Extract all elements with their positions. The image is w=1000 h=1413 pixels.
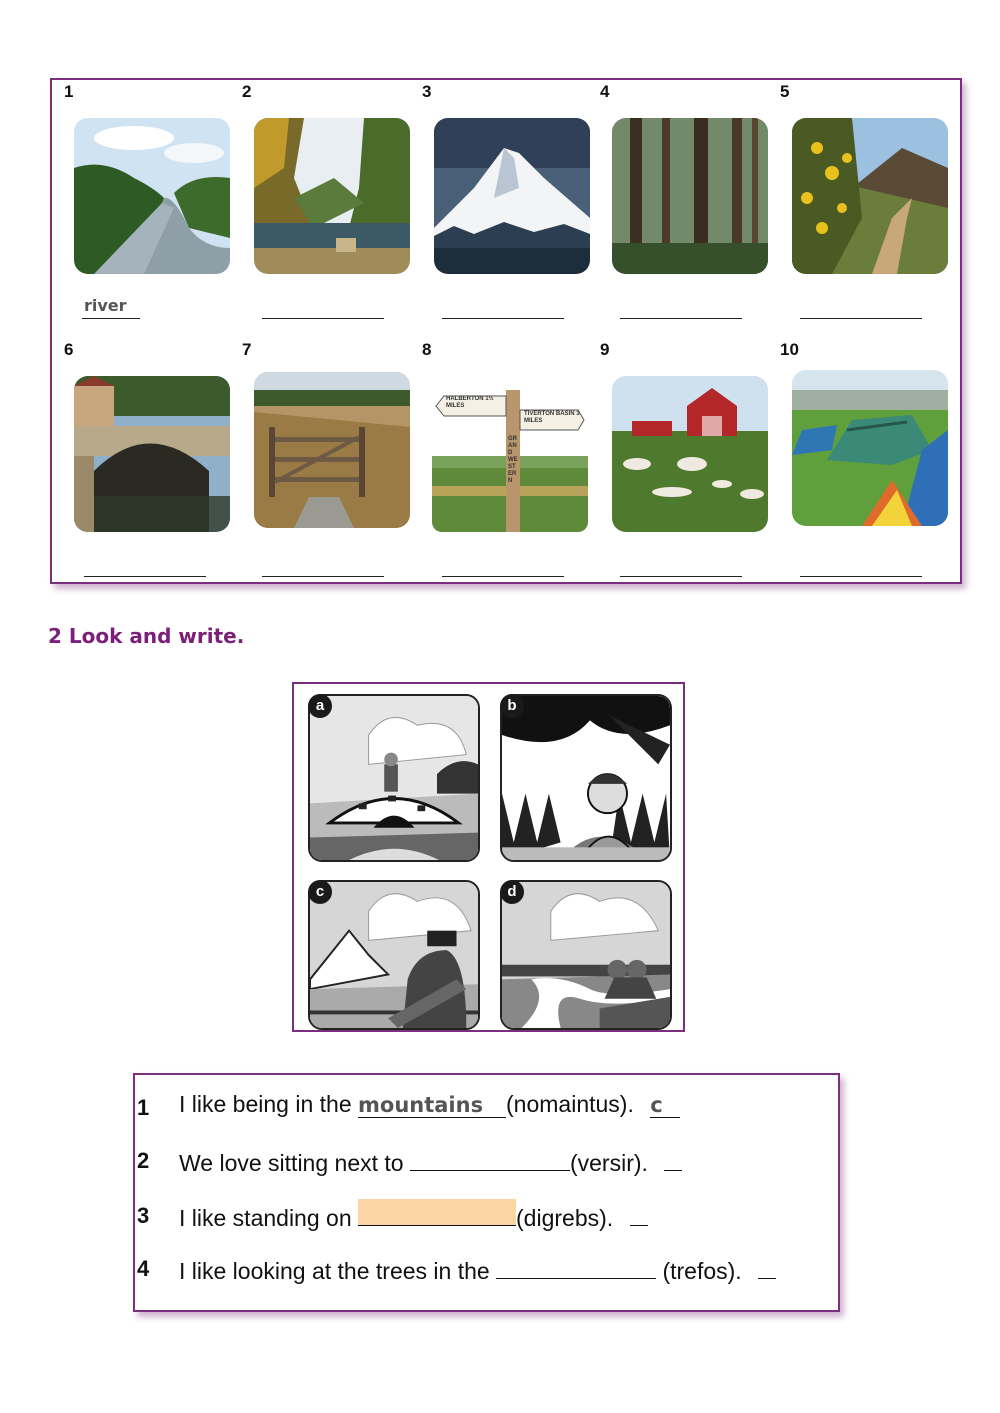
panel-letter: d bbox=[500, 880, 524, 904]
picture-panels-box bbox=[292, 682, 685, 1032]
panel-a-bridge bbox=[308, 694, 480, 862]
sentence-number: 3 bbox=[137, 1203, 150, 1228]
filled-answer: mountains bbox=[358, 1093, 484, 1117]
gate-photo bbox=[254, 372, 410, 528]
signpost-post-text: GRAND WESTERN bbox=[508, 436, 518, 484]
filled-letter: c bbox=[650, 1093, 663, 1117]
sentence-text: I like standing on bbox=[179, 1205, 359, 1231]
item-number: 7 bbox=[242, 340, 252, 359]
sentence-hint: (versir). bbox=[569, 1150, 648, 1176]
mountain-photo bbox=[434, 118, 590, 274]
sentence-hint: (digrebs). bbox=[516, 1205, 614, 1231]
item-number: 10 bbox=[780, 340, 799, 359]
sentences-box bbox=[133, 1073, 840, 1312]
answer-line[interactable] bbox=[84, 576, 206, 577]
item-number: 1 bbox=[64, 82, 74, 101]
panel-letter: c bbox=[308, 880, 332, 904]
panel-letter: a bbox=[308, 694, 332, 718]
item-number: 3 bbox=[422, 82, 432, 101]
letter-blank[interactable] bbox=[630, 1199, 648, 1226]
answer-blank[interactable] bbox=[358, 1091, 506, 1118]
answer-river: river bbox=[84, 296, 127, 315]
answer-line[interactable] bbox=[620, 318, 742, 319]
answer-line[interactable] bbox=[442, 318, 564, 319]
exercise2-heading: 2 Look and write. bbox=[48, 624, 245, 648]
panel-c-mountain bbox=[308, 880, 480, 1030]
lake-photo bbox=[254, 118, 410, 274]
farm-photo bbox=[612, 376, 768, 532]
panel-d-river bbox=[500, 880, 672, 1030]
item-number: 6 bbox=[64, 340, 74, 359]
forest-photo bbox=[612, 118, 768, 274]
item-number: 8 bbox=[422, 340, 432, 359]
item-number: 4 bbox=[600, 82, 610, 101]
signpost-photo bbox=[432, 376, 588, 532]
letter-blank[interactable] bbox=[650, 1091, 680, 1118]
answer-blank[interactable] bbox=[496, 1252, 656, 1279]
river-photo bbox=[74, 118, 230, 274]
sentence-number: 2 bbox=[137, 1148, 150, 1173]
answer-line[interactable] bbox=[620, 576, 742, 577]
panel-letter: b bbox=[500, 694, 524, 718]
answer-line[interactable] bbox=[800, 318, 922, 319]
exercise1-box bbox=[50, 78, 962, 584]
sentence-text: I like looking at the trees in the bbox=[179, 1258, 497, 1284]
letter-blank[interactable] bbox=[758, 1252, 776, 1279]
tent-photo bbox=[792, 370, 948, 526]
answer-line[interactable] bbox=[262, 576, 384, 577]
sentence-hint: (nomaintus). bbox=[506, 1091, 634, 1117]
signpost-right-text: TIVERTON BASIN 3 MILES bbox=[524, 411, 580, 424]
sentence-number: 1 bbox=[137, 1095, 150, 1120]
answer-line[interactable] bbox=[82, 318, 140, 319]
answer-line[interactable] bbox=[442, 576, 564, 577]
answer-line[interactable] bbox=[800, 576, 922, 577]
panel-b-forest bbox=[500, 694, 672, 862]
letter-blank[interactable] bbox=[664, 1144, 682, 1171]
item-number: 5 bbox=[780, 82, 790, 101]
sentence-text: We love sitting next to bbox=[179, 1150, 410, 1176]
answer-blank[interactable] bbox=[410, 1144, 570, 1171]
answer-blank-highlighted[interactable] bbox=[358, 1199, 516, 1226]
answer-line[interactable] bbox=[262, 318, 384, 319]
bridge-photo bbox=[74, 376, 230, 532]
signpost-left-text: HALBERTON 1½ MILES bbox=[446, 396, 494, 409]
sentence-hint: (trefos). bbox=[656, 1258, 742, 1284]
path-photo bbox=[792, 118, 948, 274]
sentence-text: I like being in the bbox=[179, 1091, 359, 1117]
item-number: 2 bbox=[242, 82, 252, 101]
sentence-number: 4 bbox=[137, 1256, 150, 1281]
item-number: 9 bbox=[600, 340, 610, 359]
